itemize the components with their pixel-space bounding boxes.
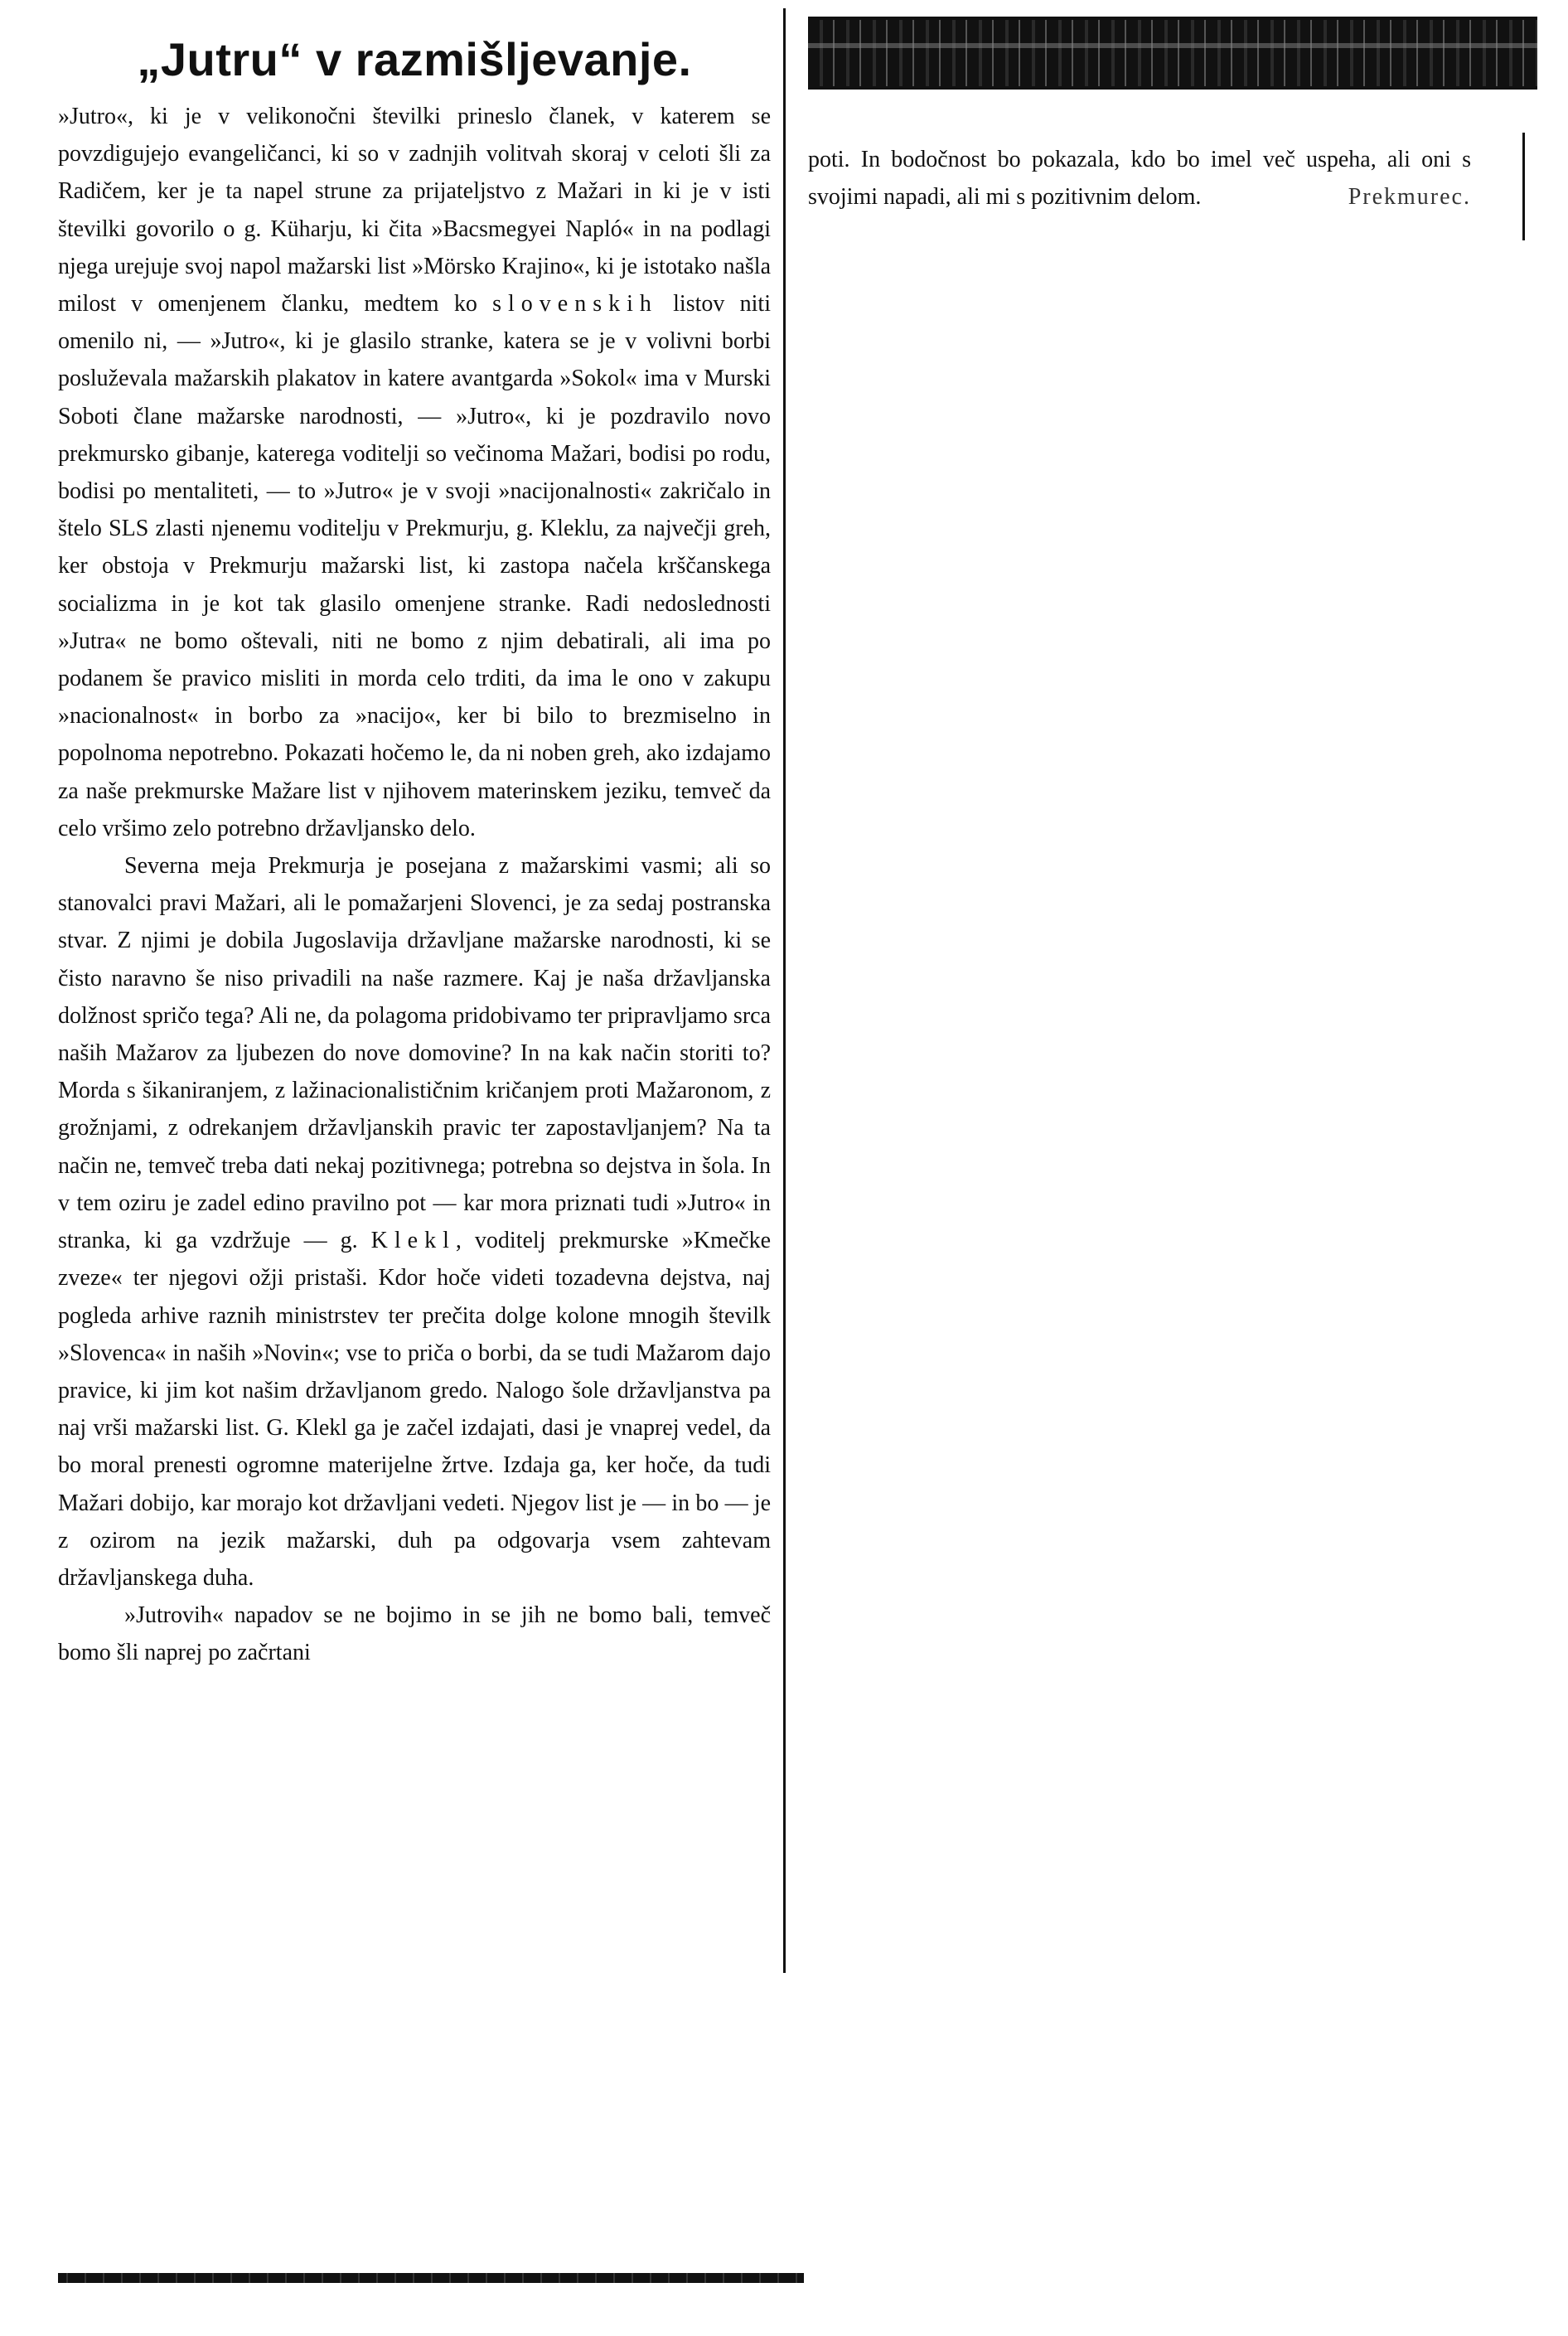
article-paragraph (58, 98, 771, 847)
paragraph-text: »Jutro«, ki je v velikonočni številki prineslo članek, v katerem se povzdigujejo evangeličanci, ki so v zadnjih volitvah skoraj v celoti šli za Radičem, ker je ta napel strune za prijateljstvo z Mažari in ki je v isti številki govorilo o g. Küharju, ki čita »Bacsmegyei Napló« in na podlagi njega urejuje svoj napol mažarski list »Mörsko Krajino«, ki je istotako našla milost v omenjenem članku, medtem ko (58, 104, 771, 317)
paragraph-text: Severna meja Prekmurja je posejana z mažarskimi vasmi; ali so stanovalci pravi Mažari, ali le pomažarjeni Slovenci, je za sedaj postranska stvar. Z njimi je dobila Jugoslavija državljane mažarske narodnosti, ki se čisto naravno še niso privadili na naše razmere. Kaj je naša državljanska dolžnost spričo tega? Ali ne, da polagoma pridobivamo ter pripravljamo srca naših Mažarov za ljubezen do nove domovine? In na kak način storiti to? Morda s šikaniranjem, z lažinacionalističnim kričanjem proti Mažaronom, z grožnjami, z odrekanjem državljanskih pravic ter zapostavljanjem? Na ta način ne, temveč treba dati nekaj pozitivnega; potrebna so dejstva in šola. In v tem oziru je zadel edino pravilno pot — kar mora priznati tudi »Jutro« in stranka, ki ga vzdržuje — g. (58, 853, 771, 1254)
column-divider (783, 8, 786, 1973)
article-body (58, 98, 771, 1672)
article-paragraph (58, 847, 771, 1597)
continuation-text-block (808, 141, 1471, 216)
paragraph-text: , voditelj prekmurske »Kmečke zveze« ter njegovi ožji pristaši. Kdor hoče videti tozadevna dejstva, naj pogleda arhive raznih ministrstev ter prečita dolge kolone mnogih številk »Slovenca« in naših »Novin«; vse to priča o borbi, da se tudi Mažarom dajo pravice, ki jim kot našim državljanom gredo. Nalogo šole državljanstva pa naj vrši mažarski list. G. Klekl ga je začel izdajati, dasi je vnaprej vedel, da bo moral prenesti ogromne materijelne žrtve. Izdaja ga, ker hoče, da tudi Mažari dobijo, kar morajo kot državljani vedeti. Njegov list je — in bo — je z ozirom na jezik mažarski, duh pa odgovarja vsem zahtevam državljanskega duha. (58, 1228, 772, 1591)
spaced-emphasis-text: Klekl (370, 1228, 456, 1254)
paragraph-text: »Jutrovih« napadov se ne bojimo in se jih ne bomo bali, temveč bomo šli naprej po začrtani (58, 1602, 771, 1666)
paragraph-text: listov niti omenilo ni, — »Jutro«, ki je glasilo stranke, katera se je v volivni borbi posluževala mažarskih plakatov in katere avantgarda »Sokol« ima v Murski Soboti člane mažarske narodnosti, — »Jutro«, ki je pozdravilo novo prekmursko gibanje, katerega voditelji so večinoma Mažari, bodisi po rodu, bodisi po mentaliteti, — to »Jutro« je v svoji »nacijonalnosti« zakričalo in štelo SLS zlasti njenemu voditelju v Prekmurju, g. Kleklu, za največji greh, ker obstoja v Prekmurju mažarski list, ki zastopa načela krščanskega socializma in je kot tak glasilo omenjene stranke. Radi nedoslednosti »Jutra« ne bomo oštevali, niti ne bomo z njim debatirali, ali ima po podanem še pravico misliti in morda celo trditi, da ima le ono v zakupu »nacionalnost« in borbo za »nacijo«, ker bi bilo to brezmiselno in popolnoma nepotrebno. Pokazati hočemo le, da ni noben greh, ako izdajamo za naše prekmurske Mažare list v njihovem materinskem jeziku, temveč da celo vršimo zelo potrebno državljansko delo. (58, 291, 771, 841)
continuation-column (808, 17, 1537, 216)
article-column (58, 17, 771, 1672)
continuation-text: poti. In bodočnost bo pokazala, kdo bo imel več uspeha, ali oni s svojimi napadi, ali mi s pozitivnim delom. (808, 147, 1471, 211)
bottom-rule (58, 2273, 804, 2283)
side-rule (1522, 133, 1525, 240)
article-headline: „Jutru“ v razmišljevanje. (137, 33, 692, 85)
spaced-emphasis-text: slovenskih (492, 291, 658, 317)
author-signature: Prekmurec. (1348, 184, 1471, 211)
masthead-banner-image (808, 17, 1537, 90)
article-paragraph (58, 1597, 771, 1671)
